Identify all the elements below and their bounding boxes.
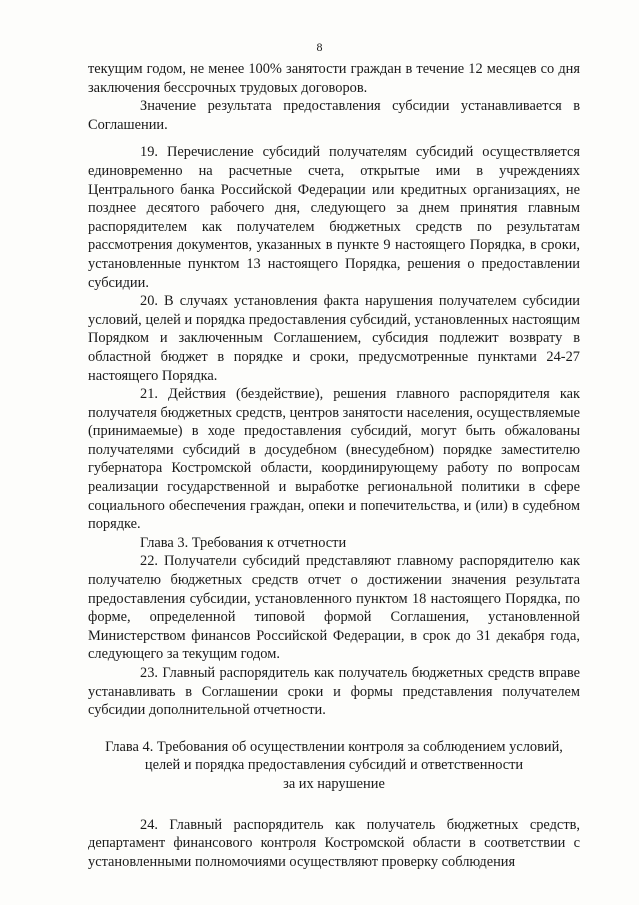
chapter-4-heading: [88, 738, 580, 794]
document-body: [88, 60, 580, 871]
paragraph-result-value: Значение результата предоставления субсидии устанавливается в Соглашении.: [88, 98, 580, 133]
paragraph-22: 22. Получатели субсидий представляют главному распорядителю как получателю бюджетных средств отчет о достижении значения результата предоставления субсидии, установленного пунктом 18 настоящего Порядка, по форме, определенной типовой формой Соглашения, установленной Министерством финансов Российской Федерации, в срок до 31 декабря года, следующего за текущим годом.: [88, 553, 580, 663]
paragraph-23: 23. Главный распорядитель как получатель бюджетных средств вправе устанавливать в Соглашении сроки и формы представления получателем субсидии дополнительной отчетности.: [88, 665, 580, 719]
chapter-4-heading-line: Глава 4. Требования об осуществлении контроля за соблюдением условий,: [105, 738, 563, 755]
chapter-4-heading-line: целей и порядка предоставления субсидий и ответственности: [144, 757, 524, 774]
chapter-3-heading: Глава 3. Требования к отчетности: [140, 534, 347, 551]
paragraph-continuation: текущим годом, не менее 100% занятости граждан в течение 12 месяцев со дня заключения бессрочных трудовых договоров.: [88, 61, 580, 96]
chapter-4-heading-line: за их нарушение: [283, 775, 385, 792]
paragraph-24: 24. Главный распорядитель как получатель бюджетных средств, департамент финансового контроля Костромской области в соответствии с установленными полномочиями осуществляют проверку соблюдения: [88, 816, 580, 870]
paragraph-20: 20. В случаях установления факта нарушения получателем субсидии условий, целей и порядка предоставления субсидий, установленных настоящим Порядком и заключенным Соглашением, субсидия подлежит возврату в областной бюджет в порядке и сроки, предусмотренные пунктами 24-27 настоящего Порядка.: [88, 293, 580, 384]
paragraph-21: 21. Действия (бездействие), решения главного распорядителя как получателя бюджетных средств, центров занятости населения, осуществляемые (принимаемые) в ходе предоставления субсидий, могут быть обжалованы получателями субсидий в досудебном (внесудебном) порядке заместителю губернатора Костромской области, координирующему работу по вопросам реализации государственной и выработке региональной политики в сфере социального обеспечения граждан, опеки и попечительства, и (или) в судебном порядке.: [88, 386, 580, 533]
page-number: 8: [316, 40, 323, 54]
paragraph-19: 19. Перечисление субсидий получателям субсидий осуществляется единовременно на расчетные счета, открытые ими в учреждениях Центрального банка Российской Федерации или кредитных организациях, не позднее десятого рабочего дня, следующего за днем принятия главным распорядителем как получателем бюджетных средств по результатам рассмотрения документов, указанных в пункте 9 настоящего Порядка, в сроки, установленные пунктом 13 настоящего Порядка, решения о предоставлении субсидии.: [88, 144, 580, 291]
